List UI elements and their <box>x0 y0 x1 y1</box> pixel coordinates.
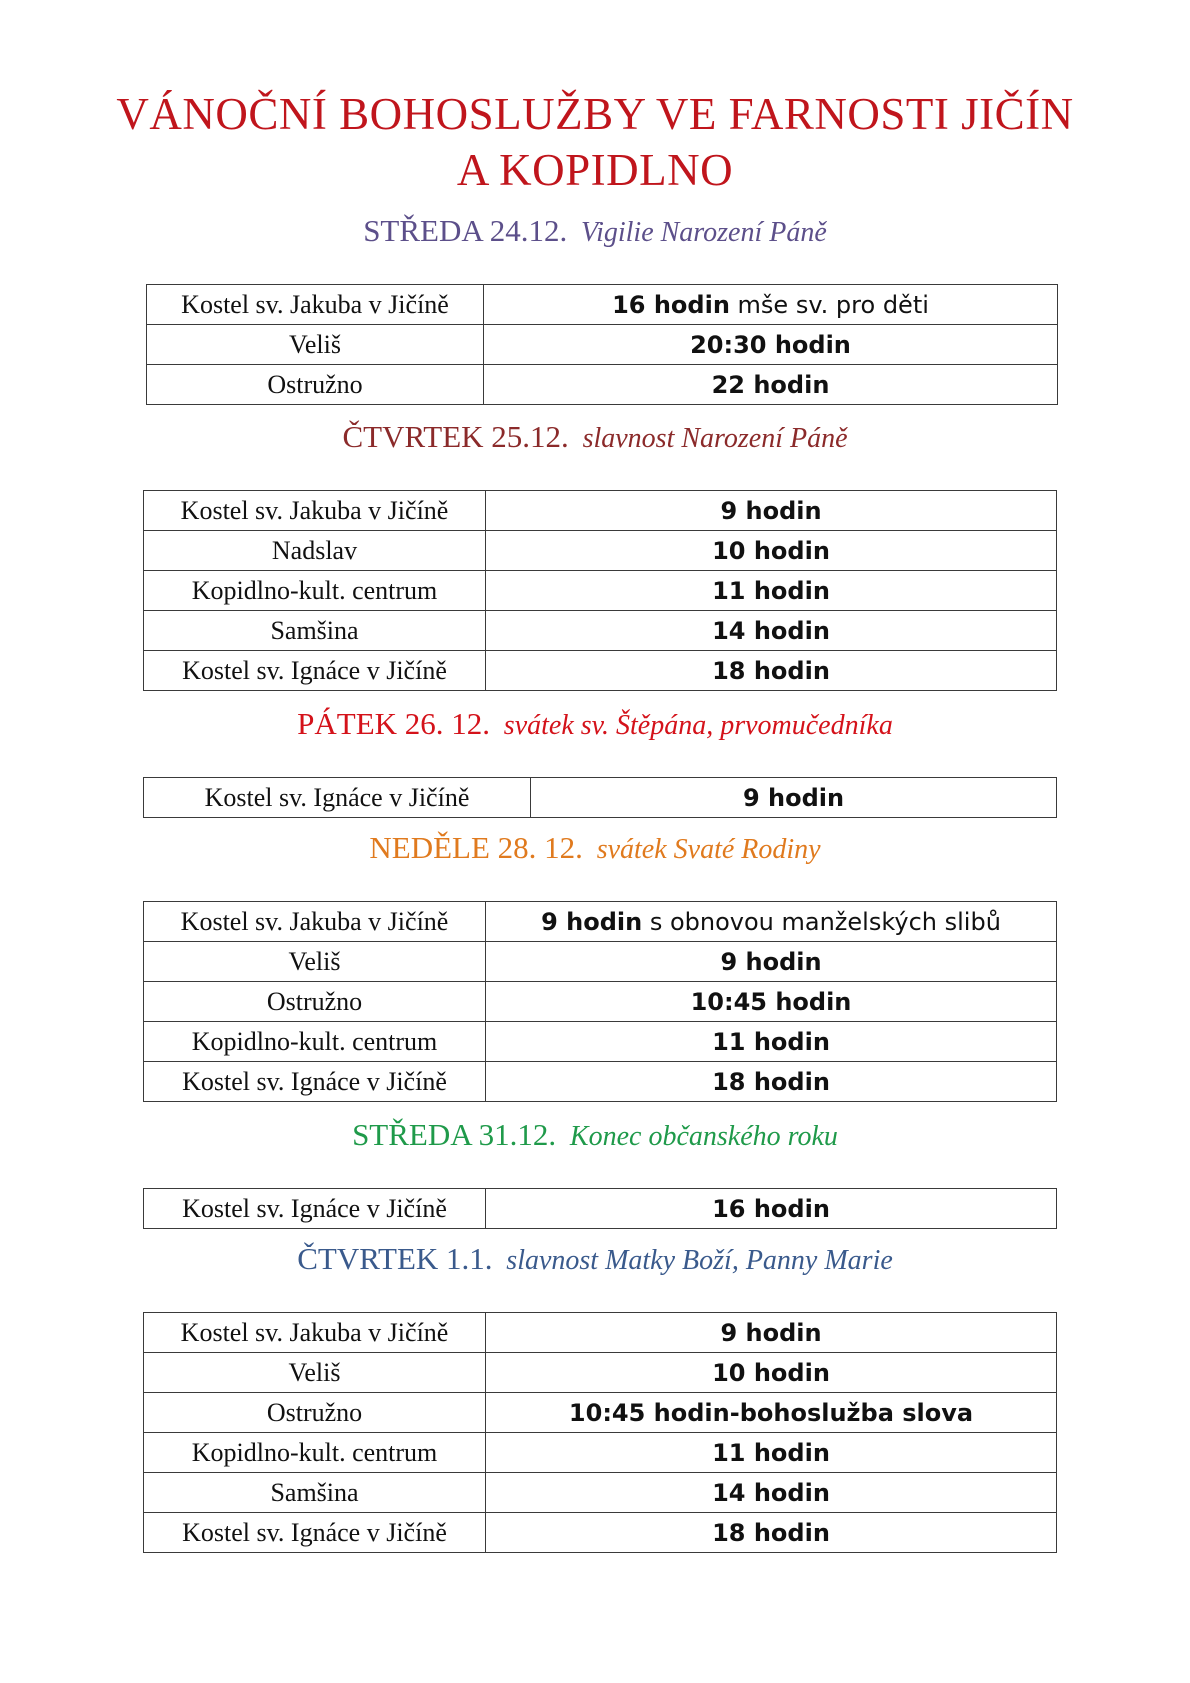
table-row <box>144 1313 1057 1353</box>
section-day: STŘEDA 31.12. <box>352 1117 557 1152</box>
schedule-table <box>143 777 1057 818</box>
time-value: 16 hodin <box>712 1194 830 1223</box>
table-row <box>144 1189 1057 1229</box>
time-value: 14 hodin <box>712 616 830 645</box>
section-day: STŘEDA 24.12. <box>363 213 568 248</box>
table-row <box>144 531 1057 571</box>
table-row <box>147 365 1058 405</box>
time-cell <box>486 1433 1057 1473</box>
time-value: 20:30 hodin <box>690 330 851 359</box>
place-cell: Samšina <box>144 611 486 651</box>
time-cell <box>486 531 1057 571</box>
time-value: 9 hodin <box>541 907 643 936</box>
table-row <box>144 611 1057 651</box>
table-row <box>144 491 1057 531</box>
section-feast: slavnost Narození Páně <box>582 423 848 454</box>
time-cell <box>486 982 1057 1022</box>
schedule-table <box>143 901 1057 1102</box>
time-value: 18 hodin <box>712 656 830 685</box>
section-heading <box>0 706 1190 742</box>
time-cell <box>486 611 1057 651</box>
section-heading <box>0 213 1190 249</box>
time-cell <box>484 325 1058 365</box>
time-value: 22 hodin <box>711 370 830 399</box>
time-cell <box>486 1393 1057 1433</box>
section-heading <box>0 1117 1190 1153</box>
section-feast: Konec občanského roku <box>569 1121 838 1152</box>
time-cell <box>486 1473 1057 1513</box>
place-cell: Kostel sv. Ignáce v Jičíně <box>144 778 531 818</box>
table-row <box>147 325 1058 365</box>
place-cell: Veliš <box>144 942 486 982</box>
time-value: 14 hodin <box>712 1478 830 1507</box>
section-day: ČTVRTEK 25.12. <box>342 419 569 454</box>
schedule-table <box>143 490 1057 691</box>
table-row <box>144 1393 1057 1433</box>
section-heading <box>0 419 1190 455</box>
section-heading <box>0 1241 1190 1277</box>
place-cell: Nadslav <box>144 531 486 571</box>
section-heading <box>0 830 1190 866</box>
time-value: 10:45 hodin <box>690 987 852 1016</box>
time-cell <box>486 1313 1057 1353</box>
section-feast: slavnost Matky Boží, Panny Marie <box>506 1245 893 1276</box>
table-row <box>144 651 1057 691</box>
time-value: 9 hodin <box>742 783 845 812</box>
place-cell: Kostel sv. Ignáce v Jičíně <box>144 1513 486 1553</box>
table-row <box>144 1473 1057 1513</box>
table-row <box>144 942 1057 982</box>
place-cell: Ostružno <box>144 982 486 1022</box>
table-row <box>144 902 1057 942</box>
time-cell <box>486 571 1057 611</box>
time-value: 11 hodin <box>712 1438 830 1467</box>
time-note: mše sv. pro děti <box>729 290 929 319</box>
table-row <box>144 1513 1057 1553</box>
time-cell <box>486 942 1057 982</box>
table-row <box>144 1062 1057 1102</box>
place-cell: Kostel sv. Ignáce v Jičíně <box>144 651 486 691</box>
place-cell: Kopidlno-kult. centrum <box>144 1433 486 1473</box>
title-line-1: VÁNOČNÍ BOHOSLUŽBY VE FARNOSTI JIČÍN <box>116 89 1074 139</box>
table-row <box>144 1353 1057 1393</box>
table-row <box>147 285 1058 325</box>
place-cell: Kopidlno-kult. centrum <box>144 571 486 611</box>
place-cell: Veliš <box>144 1353 486 1393</box>
time-value: 11 hodin <box>712 576 830 605</box>
place-cell: Kostel sv. Jakuba v Jičíně <box>144 1313 486 1353</box>
table-row <box>144 982 1057 1022</box>
table-row <box>144 1022 1057 1062</box>
time-value: 18 hodin <box>712 1067 830 1096</box>
time-value: 16 hodin <box>612 290 730 319</box>
time-cell <box>486 651 1057 691</box>
time-cell <box>486 491 1057 531</box>
section-day: PÁTEK 26. 12. <box>297 706 491 741</box>
table-row <box>144 571 1057 611</box>
time-value: 10:45 hodin-bohoslužba slova <box>568 1398 974 1427</box>
table-row <box>144 778 1057 818</box>
time-note: s obnovou manželských slibů <box>642 907 1001 936</box>
section-feast: Vigilie Narození Páně <box>581 217 827 248</box>
place-cell: Kostel sv. Jakuba v Jičíně <box>144 491 486 531</box>
place-cell: Kostel sv. Jakuba v Jičíně <box>144 902 486 942</box>
section-feast: svátek sv. Štěpána, prvomučedníka <box>503 710 893 741</box>
time-value: 10 hodin <box>712 1358 830 1387</box>
place-cell: Ostružno <box>147 365 484 405</box>
schedule-table <box>143 1312 1057 1553</box>
page-title <box>0 86 1190 198</box>
place-cell: Veliš <box>147 325 484 365</box>
time-cell <box>531 778 1057 818</box>
place-cell: Kostel sv. Jakuba v Jičíně <box>147 285 484 325</box>
time-value: 11 hodin <box>712 1027 830 1056</box>
place-cell: Ostružno <box>144 1393 486 1433</box>
section-day: ČTVRTEK 1.1. <box>297 1241 493 1276</box>
place-cell: Kopidlno-kult. centrum <box>144 1022 486 1062</box>
time-cell <box>486 1513 1057 1553</box>
time-value: 9 hodin <box>720 1318 822 1347</box>
place-cell: Kostel sv. Ignáce v Jičíně <box>144 1062 486 1102</box>
time-cell <box>484 285 1058 325</box>
time-value: 9 hodin <box>720 496 822 525</box>
place-cell: Kostel sv. Ignáce v Jičíně <box>144 1189 486 1229</box>
time-cell <box>486 902 1057 942</box>
section-feast: svátek Svaté Rodiny <box>596 834 821 865</box>
time-value: 9 hodin <box>720 947 822 976</box>
title-line-2: A KOPIDLNO <box>456 145 734 195</box>
time-cell <box>486 1353 1057 1393</box>
schedule-table <box>146 284 1058 405</box>
section-day: NEDĚLE 28. 12. <box>369 830 583 865</box>
time-value: 18 hodin <box>712 1518 830 1547</box>
time-cell <box>486 1022 1057 1062</box>
time-cell <box>486 1189 1057 1229</box>
time-value: 10 hodin <box>712 536 830 565</box>
schedule-table <box>143 1188 1057 1229</box>
time-cell <box>486 1062 1057 1102</box>
time-cell <box>484 365 1058 405</box>
table-row <box>144 1433 1057 1473</box>
place-cell: Samšina <box>144 1473 486 1513</box>
